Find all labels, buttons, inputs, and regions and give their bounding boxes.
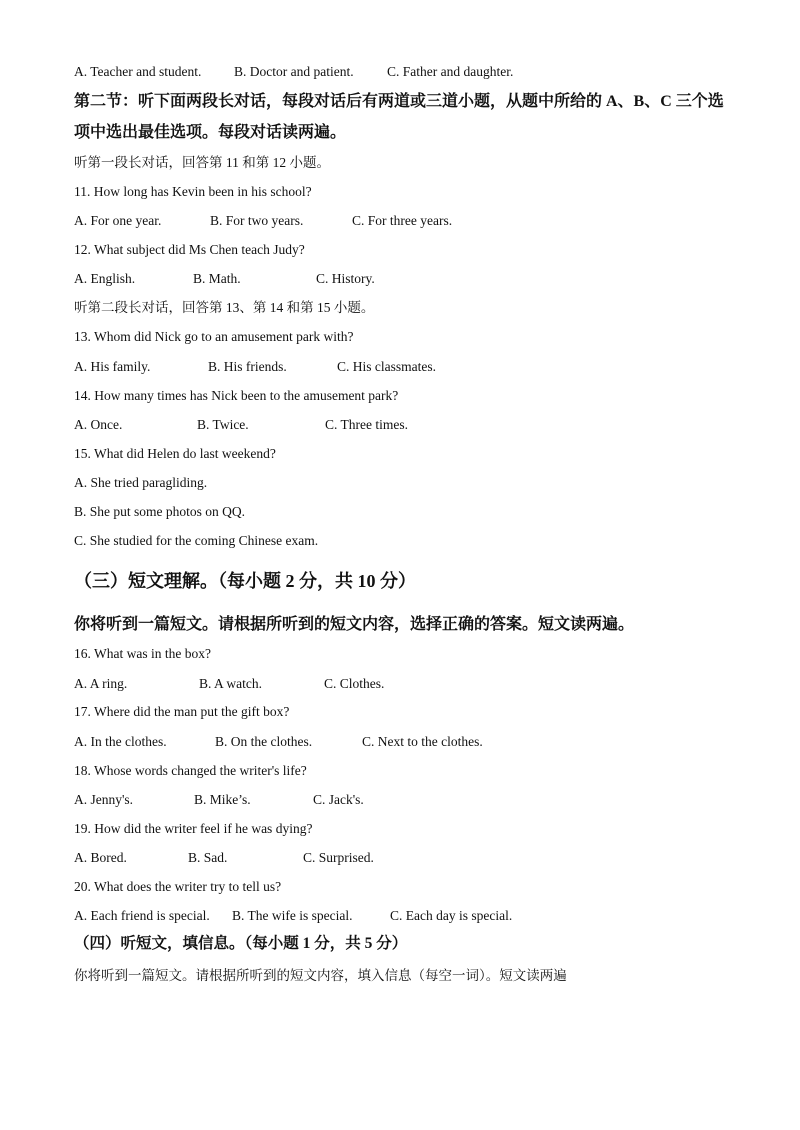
option-b: B. For two years. <box>210 213 304 228</box>
option-c: C. She studied for the coming Chinese exam. <box>74 533 319 548</box>
option-b: B. A watch. <box>199 676 262 691</box>
question-stem: 11. How long has Kevin been in his school? <box>74 184 312 199</box>
section4-instruction: 你将听到一篇短文。请根据所听到的短文内容，填入信息（每空一词）。短文读两遍 <box>74 968 567 983</box>
option-c: C. Surprised. <box>303 850 374 865</box>
option-a: A. In the clothes. <box>74 734 167 749</box>
option-c: C. Next to the clothes. <box>362 734 483 749</box>
option-c: C. Three times. <box>325 417 408 432</box>
option-b: B. On the clothes. <box>215 734 313 749</box>
question-stem: 12. What subject did Ms Chen teach Judy? <box>74 242 305 257</box>
option-b: B. Mike’s. <box>194 792 251 807</box>
question-stem: 20. What does the writer try to tell us? <box>74 879 282 894</box>
option-b: B. His friends. <box>208 359 287 374</box>
option-c: C. Jack's. <box>313 792 364 807</box>
dialog1-instruction: 听第一段长对话，回答第 11 和第 12 小题。 <box>74 155 330 170</box>
question-stem: 19. How did the writer feel if he was dying? <box>74 821 313 836</box>
section2-title-line1: 第二节：听下面两段长对话，每段对话后有两道或三道小题，从题中所给的 A、B、C 三个选 <box>74 93 724 110</box>
q10-option-a: A. Teacher and student. <box>74 64 202 79</box>
option-c: C. For three years. <box>352 213 453 228</box>
option-a: A. Each friend is special. <box>74 908 210 923</box>
option-b: B. Math. <box>193 271 241 286</box>
option-a: A. Once. <box>74 417 123 432</box>
option-b: B. She put some photos on QQ. <box>74 504 246 519</box>
option-a: A. Bored. <box>74 850 127 865</box>
section3-instruction: 你将听到一篇短文。请根据所听到的短文内容，选择正确的答案。短文读两遍。 <box>74 616 635 633</box>
section3-heading: （三）短文理解。（每小题 2 分，共 10 分） <box>74 571 416 591</box>
dialog2-instruction: 听第二段长对话，回答第 13、第 14 和第 15 小题。 <box>74 300 375 315</box>
question-stem: 13. Whom did Nick go to an amusement park with? <box>74 329 354 344</box>
question-stem: 16. What was in the box? <box>74 646 211 661</box>
option-c: C. History. <box>316 271 375 286</box>
question-stem: 15. What did Helen do last weekend? <box>74 446 276 461</box>
option-a: A. His family. <box>74 359 151 374</box>
option-b: B. Twice. <box>197 417 249 432</box>
option-a: A. English. <box>74 271 136 286</box>
option-a: A. Jenny's. <box>74 792 134 807</box>
question-stem: 17. Where did the man put the gift box? <box>74 704 290 719</box>
option-c: C. His classmates. <box>337 359 436 374</box>
option-a: A. She tried paragliding. <box>74 475 208 490</box>
question-stem: 14. How many times has Nick been to the amusement park? <box>74 388 399 403</box>
section2-title-line2: 项中选出最佳选项。每段对话读两遍。 <box>74 124 347 141</box>
option-c: C. Each day is special. <box>390 908 513 923</box>
option-c: C. Clothes. <box>324 676 385 691</box>
q10-option-c: C. Father and daughter. <box>387 64 514 79</box>
section4-heading: （四）听短文，填信息。（每小题 1 分，共 5 分） <box>74 935 408 952</box>
option-b: B. The wife is special. <box>232 908 353 923</box>
option-b: B. Sad. <box>188 850 228 865</box>
q10-option-b: B. Doctor and patient. <box>234 64 354 79</box>
question-stem: 18. Whose words changed the writer's life? <box>74 763 307 778</box>
option-a: A. For one year. <box>74 213 162 228</box>
option-a: A. A ring. <box>74 676 128 691</box>
